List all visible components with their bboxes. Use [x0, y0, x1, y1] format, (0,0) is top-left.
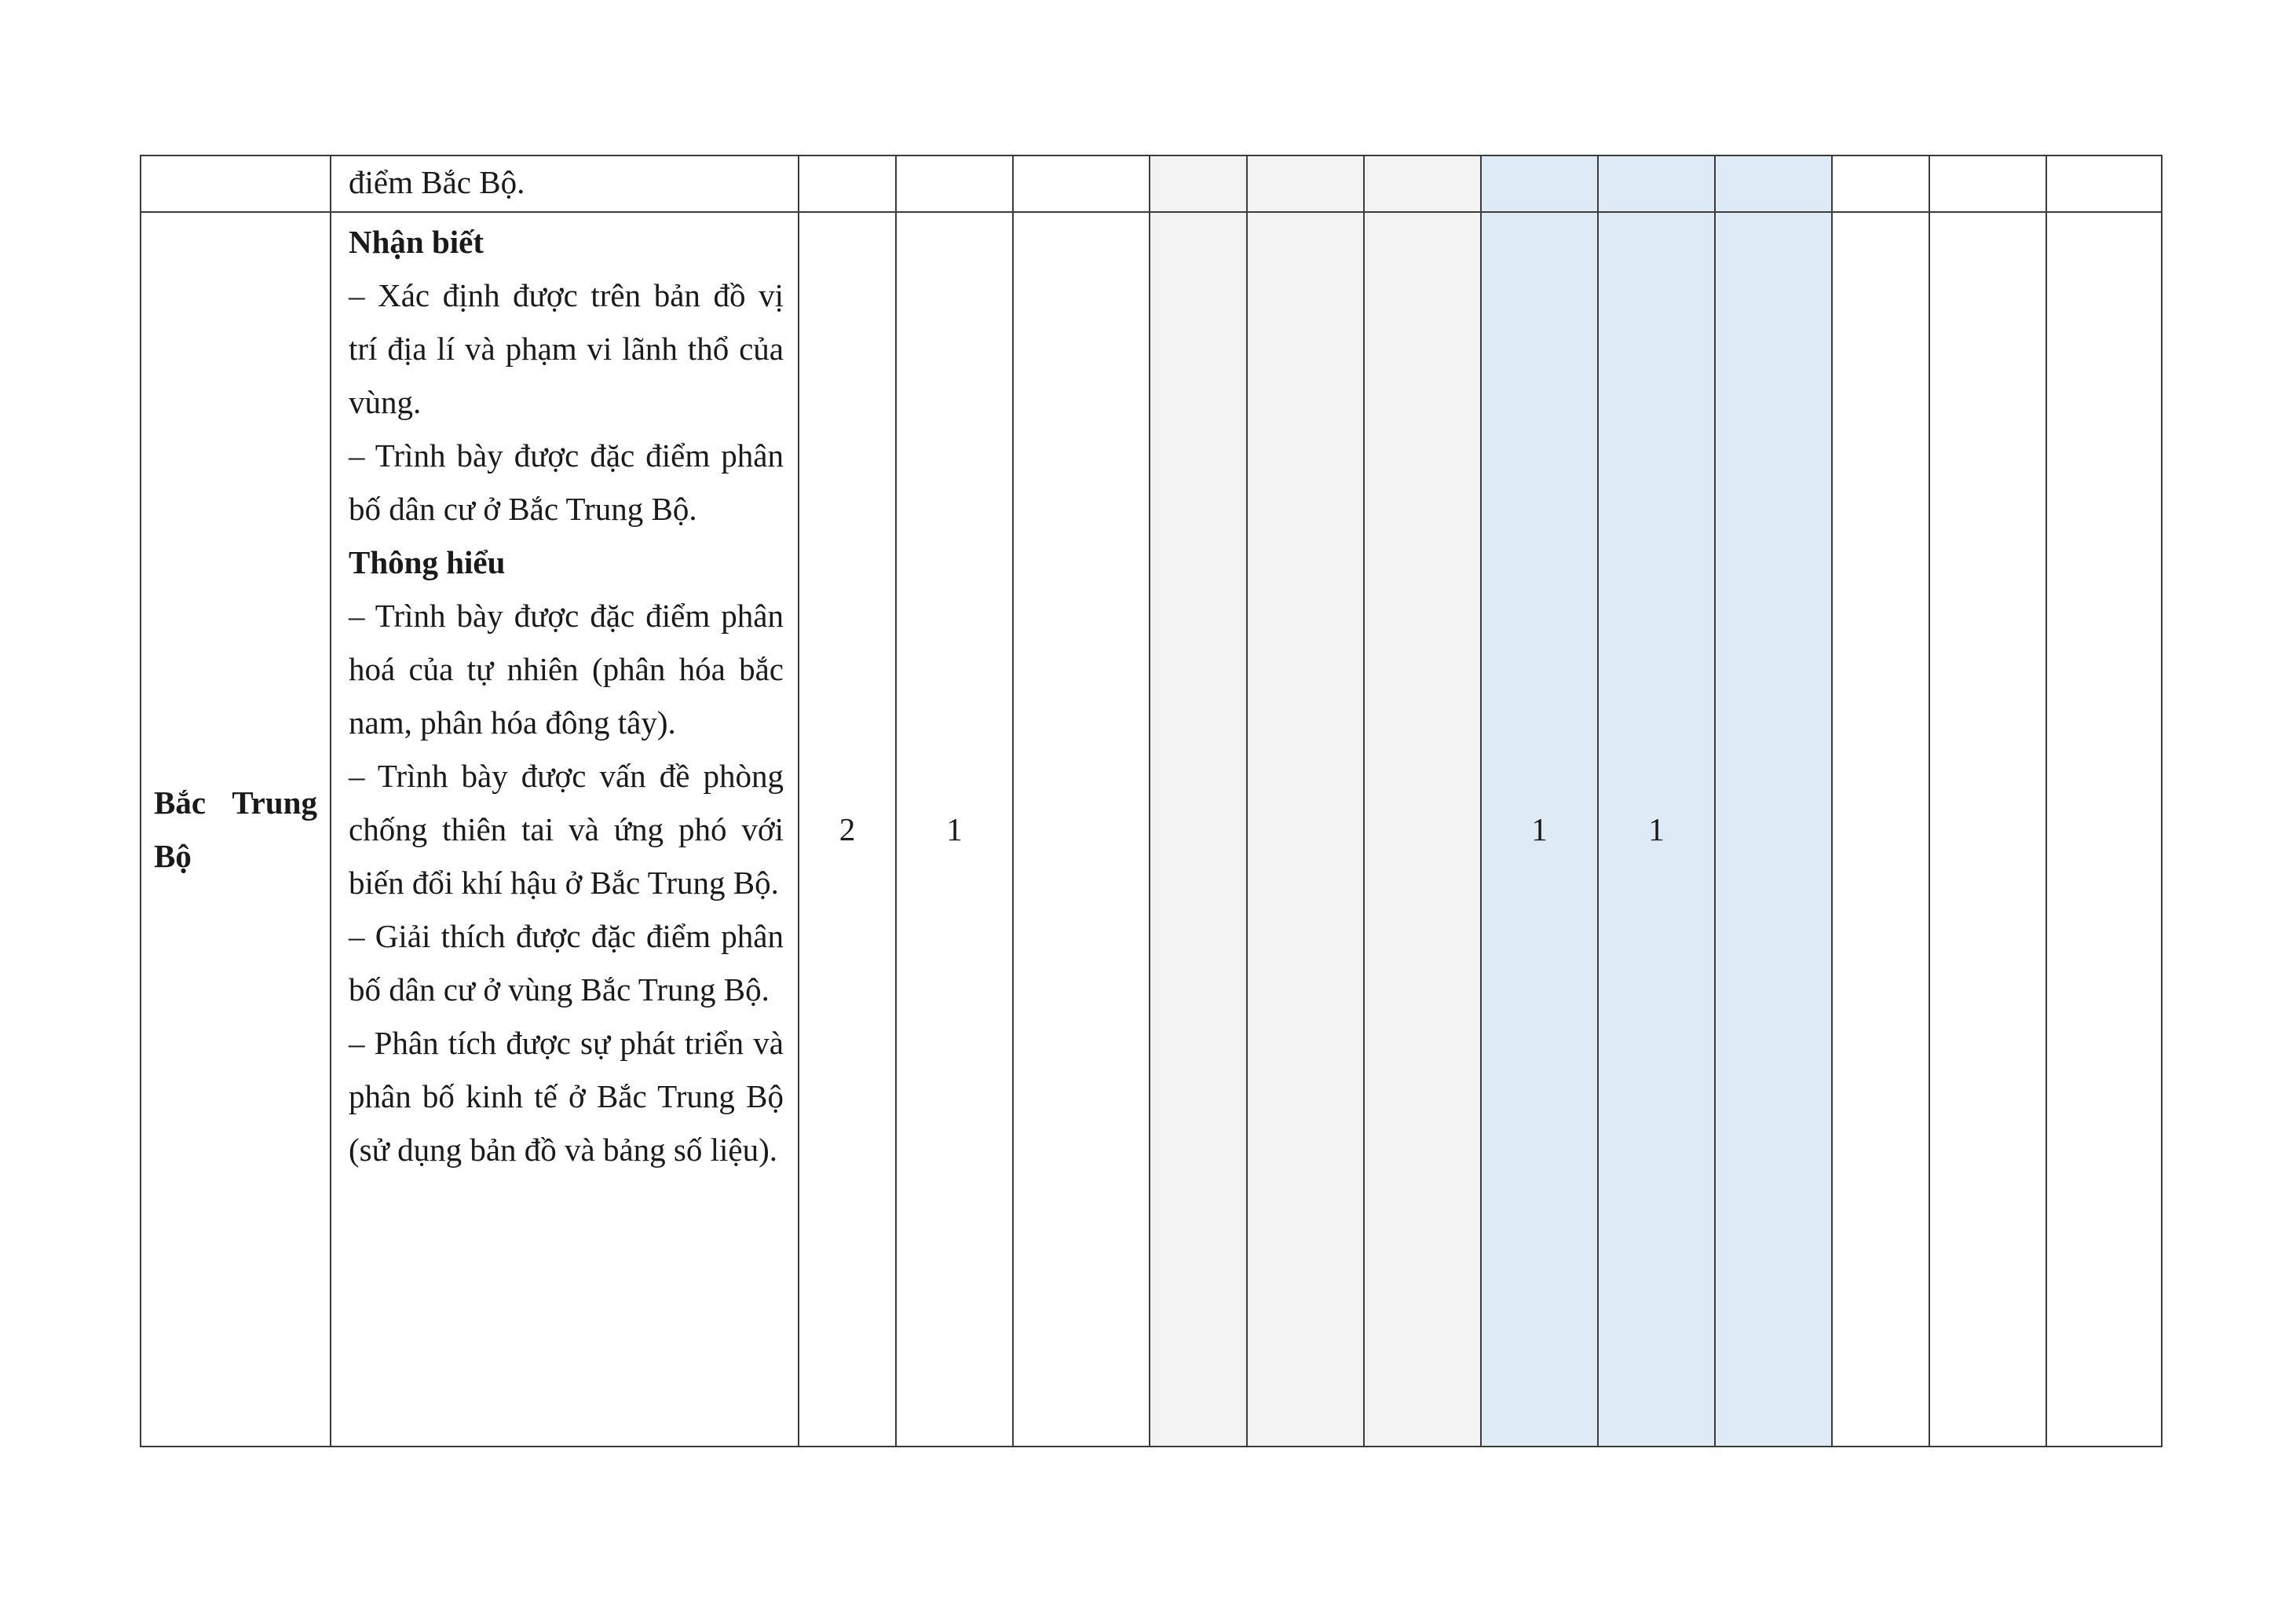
count-cell — [896, 155, 1013, 212]
count-cell — [1832, 155, 1929, 212]
table-row — [141, 212, 2162, 1447]
count-cell — [1929, 212, 2046, 1447]
content-item: – Xác định được trên bản đồ vị trí địa lí và phạm vi lãnh thổ của vùng. — [349, 277, 784, 420]
content-cell — [331, 212, 799, 1447]
count-cell: 1 — [1598, 212, 1715, 1447]
count-cell — [1247, 155, 1364, 212]
count-cell — [1364, 212, 1481, 1447]
count-cell — [799, 155, 896, 212]
assessment-matrix-table — [140, 155, 2163, 1447]
count-cell: 1 — [1481, 212, 1598, 1447]
table-row — [141, 155, 2162, 212]
content-cell: điểm Bắc Bộ. — [331, 155, 799, 212]
content-item: – Trình bày được đặc điểm phân bố dân cư ở Bắc Trung Bộ. — [349, 437, 784, 527]
count-cell — [1013, 155, 1150, 212]
count-cell — [1247, 212, 1364, 1447]
content-item: – Trình bày được đặc điểm phân hoá của tự nhiên (phân hóa bắc nam, phân hóa đông tây). — [349, 598, 784, 741]
recognition-heading: Nhận biết — [349, 224, 484, 260]
count-cell — [1481, 155, 1598, 212]
count-cell — [1832, 212, 1929, 1447]
count-cell — [1715, 155, 1832, 212]
count-cell — [1364, 155, 1481, 212]
content-item: – Phân tích được sự phát triển và phân bố kinh tế ở Bắc Trung Bộ (sử dụng bản đồ và bảng số liệu). — [349, 1025, 784, 1168]
content-item: – Giải thích được đặc điểm phân bố dân cư ở vùng Bắc Trung Bộ. — [349, 918, 784, 1008]
topic-cell — [141, 155, 331, 212]
count-cell: 2 — [799, 212, 896, 1447]
content-item: – Trình bày được vấn đề phòng chống thiên tai và ứng phó với biến đổi khí hậu ở Bắc Trung Bộ. — [349, 758, 784, 901]
count-cell: 1 — [896, 212, 1013, 1447]
understanding-heading: Thông hiểu — [349, 544, 506, 580]
count-cell — [2046, 212, 2162, 1447]
count-cell — [2046, 155, 2162, 212]
count-cell — [1013, 212, 1150, 1447]
count-cell — [1150, 155, 1247, 212]
count-cell — [1598, 155, 1715, 212]
count-cell — [1715, 212, 1832, 1447]
count-cell — [1150, 212, 1247, 1447]
count-cell — [1929, 155, 2046, 212]
topic-cell: Bắc Trung Bộ — [141, 212, 331, 1447]
